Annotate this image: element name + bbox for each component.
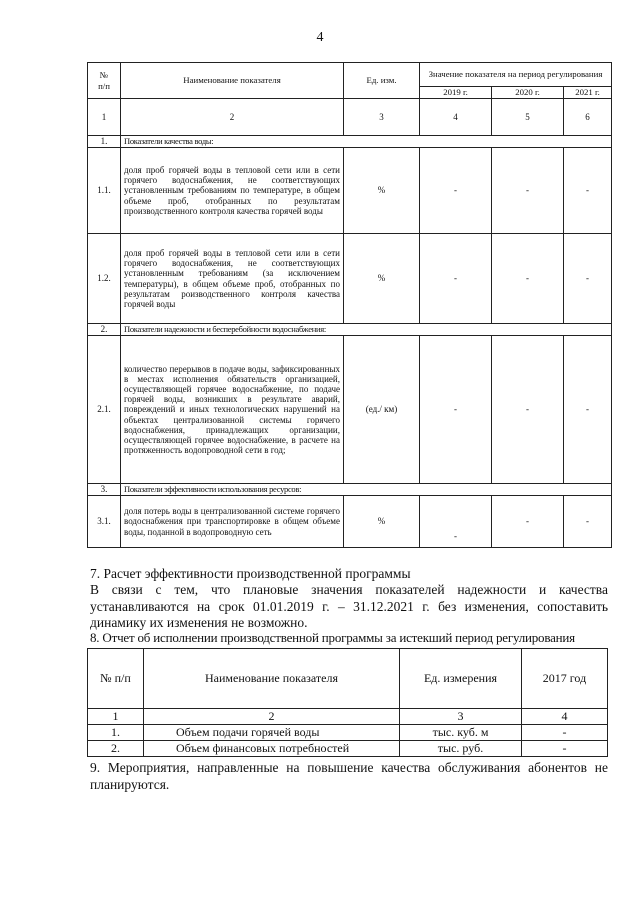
value-2021: - <box>564 234 612 324</box>
section-title: Показатели эффективности использования ресурсов: <box>121 484 420 496</box>
section-row <box>88 484 612 496</box>
col-number: 2 <box>144 709 400 725</box>
col-header-year: 2017 год <box>522 649 608 709</box>
col-number: 5 <box>492 99 564 136</box>
col-numbers-row <box>88 709 608 725</box>
value-2019: - <box>420 234 492 324</box>
row-name: доля проб горячей воды в тепловой сети или в сети горячего водоснабжения, не соответствующих установленным требованиям по температуре, в общем объеме проб, отобранных по результатам производственного контроля качества горячей воды <box>121 148 344 234</box>
col-header-name: Наименование показателя <box>121 63 344 99</box>
section9-text: 9. Мероприятия, направленные на повышение качества обслуживания абонентов не планируются. <box>90 760 608 792</box>
report-table <box>87 648 608 757</box>
col-numbers-row <box>88 99 612 136</box>
table-row <box>88 741 608 757</box>
section-row <box>88 136 612 148</box>
row-unit: % <box>344 148 420 234</box>
year-2020: 2020 г. <box>492 87 564 99</box>
section-num: 2. <box>88 324 121 336</box>
section7-text: В связи с тем, что плановые значения показателей надежности и качества устанавливаются на срок 01.01.2019 г. – 31.12.2021 г. без изменения, сопоставить динамику их изменения не возможно. <box>90 582 608 630</box>
row-unit: тыс. куб. м <box>400 725 522 741</box>
section-num: 1. <box>88 136 121 148</box>
row-name: доля проб горячей воды в тепловой сети или в сети горячего водоснабжения, не соответствующих установленным требованиям (за исключением температуры), в общем объеме проб, отобранных по результатам роизводственного контроля качества горячей воды <box>121 234 344 324</box>
row-num: 2.1. <box>88 336 121 484</box>
col-header-value-group: Значение показателя на период регулирования <box>420 63 612 87</box>
section8-heading: 8. Отчет об исполнении производственной программы за истекший период регулирования <box>90 630 575 645</box>
page-number: 4 <box>316 30 324 45</box>
value-2020: - <box>492 234 564 324</box>
row-unit: тыс. руб. <box>400 741 522 757</box>
year-2019: 2019 г. <box>420 87 492 99</box>
col-header-unit: Ед. измерения <box>400 649 522 709</box>
row-name: Объем подачи горячей воды <box>144 725 400 741</box>
col-header-num: № п/п <box>88 63 121 99</box>
value-2021: - <box>564 148 612 234</box>
col-number: 1 <box>88 99 121 136</box>
value-2020: - <box>492 496 564 548</box>
col-number: 4 <box>522 709 608 725</box>
row-num: 1.1. <box>88 148 121 234</box>
row-name: количество перерывов в подаче воды, зафиксированных в местах исполнения обязательств организацией, осуществляющей горячее водоснабжение, по подаче горячей воды, возникших в результате аварий, повреждений и иных технологических нарушений на объектах централизованной системы горячего водоснабжения, принадлежащих организации, осуществляющей горячее водоснабжение, в расчете на протяженность водопроводной сети в год; <box>121 336 344 484</box>
row-num: 1.2. <box>88 234 121 324</box>
row-value: - <box>522 741 608 757</box>
col-header-num: № п/п <box>88 649 144 709</box>
table-row <box>88 148 612 234</box>
value-2021: - <box>564 496 612 548</box>
value-2020: - <box>492 336 564 484</box>
col-number: 2 <box>121 99 344 136</box>
value-2021: - <box>564 336 612 484</box>
row-num: 3.1. <box>88 496 121 548</box>
col-number: 6 <box>564 99 612 136</box>
year-2021: 2021 г. <box>564 87 612 99</box>
col-number: 3 <box>344 99 420 136</box>
indicators-table <box>87 62 612 548</box>
value-2019: - <box>420 336 492 484</box>
value-2019: - <box>420 148 492 234</box>
row-unit: % <box>344 234 420 324</box>
table-row <box>88 725 608 741</box>
table-row <box>88 496 612 548</box>
col-number: 4 <box>420 99 492 136</box>
header-row <box>88 63 612 87</box>
col-header-unit: Ед. изм. <box>344 63 420 99</box>
section-title: Показатели надежности и бесперебойности водоснабжения: <box>121 324 612 336</box>
row-num: 2. <box>88 741 144 757</box>
row-unit: % <box>344 496 420 548</box>
table-row <box>88 234 612 324</box>
header-row <box>88 649 608 709</box>
row-num: 1. <box>88 725 144 741</box>
value-2020: - <box>492 148 564 234</box>
col-number: 3 <box>400 709 522 725</box>
row-value: - <box>522 725 608 741</box>
row-unit: (ед./ км) <box>344 336 420 484</box>
col-number: 1 <box>88 709 144 725</box>
section-num: 3. <box>88 484 121 496</box>
section-row <box>88 324 612 336</box>
row-name: Объем финансовых потребностей <box>144 741 400 757</box>
row-name: доля потерь воды в централизованной системе горячего водоснабжения при транспортировке в общем объеме воды, поданной в водопроводную сеть <box>121 496 344 548</box>
table-row <box>88 336 612 484</box>
value-2019: - <box>420 496 492 548</box>
section-title: Показатели качества воды: <box>121 136 420 148</box>
col-header-name: Наименование показателя <box>144 649 400 709</box>
section7-heading: 7. Расчет эффективности производственной программы <box>90 566 411 581</box>
